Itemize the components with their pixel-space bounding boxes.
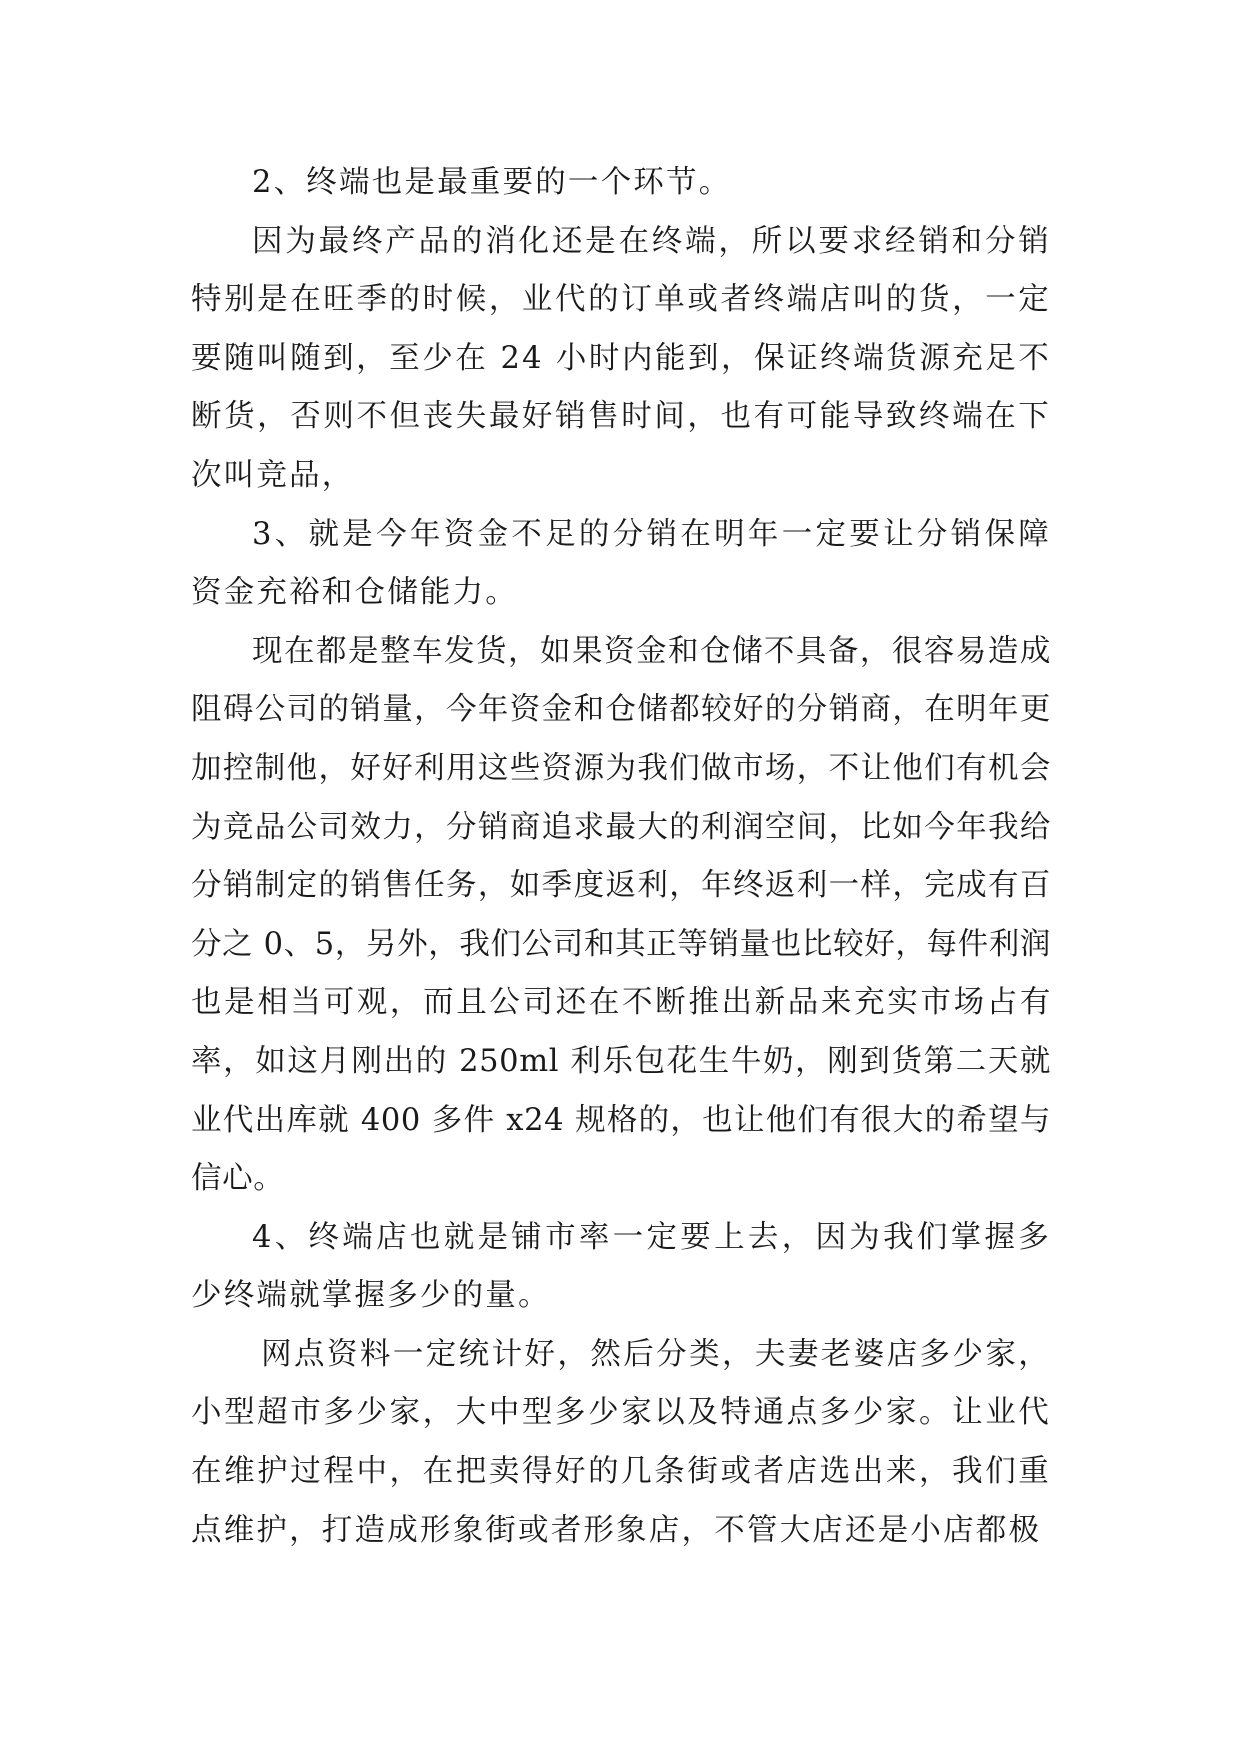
- paragraph-outlet-data: 网点资料一定统计好，然后分类，夫妻老婆店多少家，小型超市多少家，大中型多少家以及特通点多少家。让业代在维护过程中，在把卖得好的几条街或者店选出来，我们重点维护，打造成形象街或者形象店，不管大店还是小店都极: [191, 1336, 1051, 1548]
- paragraph-point-2: 2、终端也是最重要的一个环节。: [252, 165, 732, 200]
- document-body: [191, 154, 1051, 1560]
- paragraph-distributor-funds: 现在都是整车发货，如果资金和仓储不具备，很容易造成阻碍公司的销量，今年资金和仓储都较好的分销商，在明年更加控制他，好好利用这些资源为我们做市场，不让他们有机会为竞品公司效力，分销商追求最大的利润空间，比如今年我给分销制定的销售任务，如季度返利，年终返利一样，完成有百分之 0、5，另外，我们公司和其正等销量也比较好，每件利润也是相当可观，而且公司还在不断推出新品来充实市场占有率，如这月刚出的 250ml 利乐包花生牛奶，刚到货第二天就业代出库就 400 多件 x24 规格的，也让他们有很大的希望与信心。: [191, 633, 1051, 1197]
- paragraph-point-4: 4、终端店也就是铺市率一定要上去，因为我们掌握多少终端就掌握多少的量。: [191, 1219, 1051, 1314]
- paragraph-terminal-delivery: 因为最终产品的消化还是在终端，所以要求经销和分销特别是在旺季的时候，业代的订单或者终端店叫的货，一定要随叫随到，至少在 24 小时内能到，保证终端货源充足不断货，否则不但丧失最好销售时间，也有可能导致终端在下次叫竞品，: [191, 223, 1051, 493]
- paragraph-point-3: 3、就是今年资金不足的分销在明年一定要让分销保障资金充裕和仓储能力。: [191, 516, 1051, 611]
